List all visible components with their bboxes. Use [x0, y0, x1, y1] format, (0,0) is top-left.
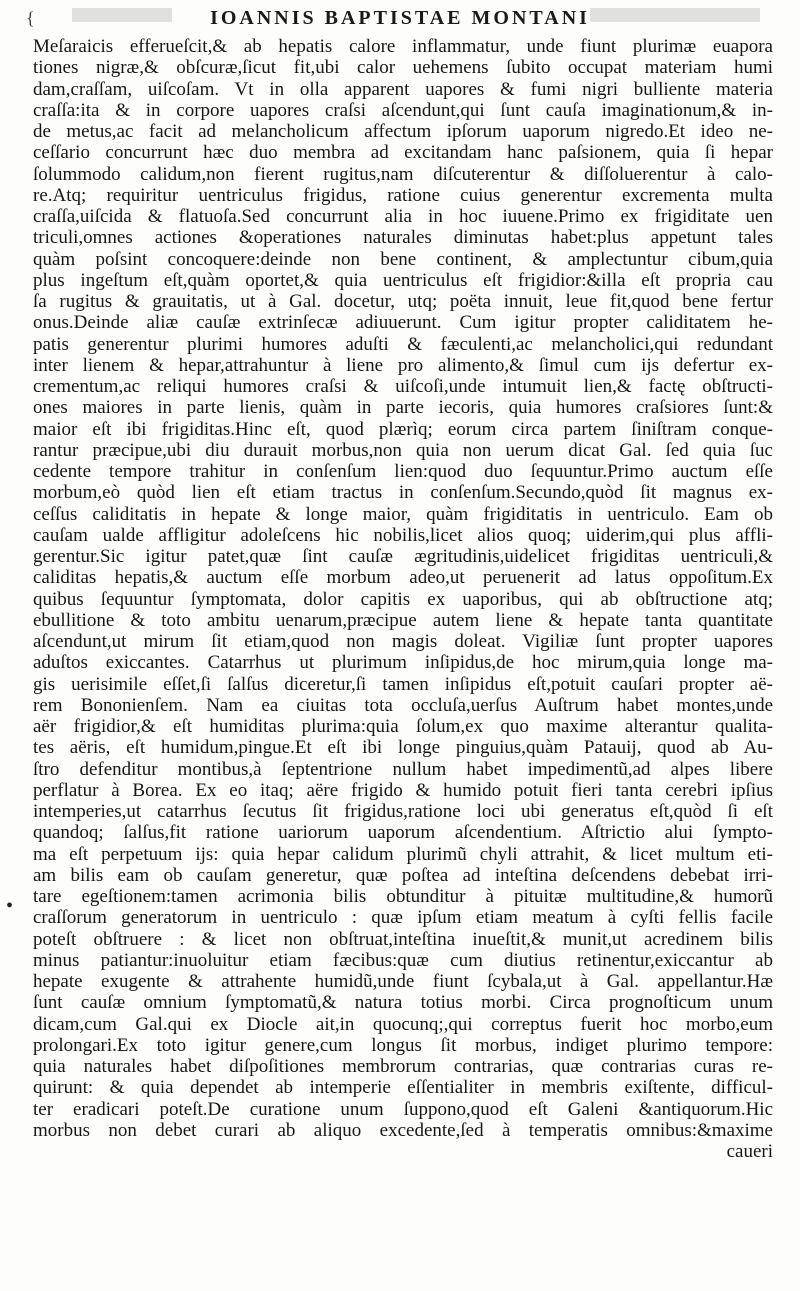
text-line: ſa rugitus & grauitatis, ut à Gal. docetur, utq; poëta innuit, leue fit,quod bene fertur	[33, 291, 773, 312]
text-line: ter eradicari poteſt.De curatione unum ſuppono,quod eſt Galeni &antiquorum.Hic	[33, 1098, 773, 1120]
text-line: caliditas hepatis,& auctum eſſe morbum adeo,ut peruenerit ad latus oppoſitum.Ex	[33, 567, 773, 589]
text-line: craſſa:ita & in corpore uapores craſsi aſcendunt,qui ſunt cauſa imaginationum,& in-	[33, 99, 773, 121]
page-header	[0, 4, 800, 34]
text-line: ſolummodo calidum,non fierent rugitus,nam diſcuterentur & diſſoluerentur à calo-	[33, 163, 773, 185]
page-folio: {	[26, 8, 35, 28]
text-line: am bilis eam ob cauſam generetur, quæ poſtea ad inteſtina deſcendens debebat irri-	[33, 864, 773, 886]
text-line: cauſam ualde affligitur adoleſcens hic nobilis,licet alios quoq; uiderim,qui plus affli-	[33, 524, 773, 546]
text-line: ceſſus caliditatis in hepate & longe maior, quàm frigiditatis in uentriculo. Eam ob	[33, 503, 773, 525]
text-line: inter lienem & hepar,attrahuntur à liene pro alimento,& ſimul cum ijs defertur ex-	[33, 354, 773, 376]
text-line: craſſa,uiſcida & flatuoſa.Sed concurrunt alia in hoc iuuene.Primo ex frigiditate uen	[33, 206, 773, 227]
running-head: IOANNIS BAPTISTAE MONTANI	[210, 7, 590, 29]
text-line: rantur præcipue,ubi diu durauit morbus,non quia non uerum dicat Gal. ſed quia ſuc	[33, 439, 773, 461]
text-line: rem Bononienſem. Nam ea ciuitas tota occluſa,uerſus Auſtrum habet montes,unde	[33, 694, 773, 716]
text-line: crementum,ac reliqui humores craſsi & uiſcoſi,unde intumuit lien,& factę obſtructi-	[33, 376, 773, 397]
text-line: poteſt obſtruere : & licet non obſtruat,inteſtina inueſtit,& munit,ut acredinem bilis	[33, 928, 773, 950]
text-line: tes aëris, eſt humidum,pingue.Et eſt ibi longe pinguius,quàm Patauij, quod ab Au-	[33, 737, 773, 759]
text-line: hepate exugente & attrahente humidũ,unde fiunt ſcybala,ut à Gal. appellantur.Hæ	[33, 971, 773, 992]
text-line: re.Atq; requiritur uentriculus frigidus, ratione cuius generentur excrementa multa	[33, 184, 773, 206]
text-line: morbum,eò quòd lien eſt etiam tractus in conſenſum.Secundo,quòd ſit magnus ex-	[33, 482, 773, 504]
text-line: onus.Deinde aliæ cauſæ extrinſecæ adiuuerunt. Cum igitur propter caliditatem he-	[33, 312, 773, 334]
text-line: plus ingeſtum eſt,quàm oportet,& quia uentriculus eſt frigidior:&illa eſt propria cau	[33, 269, 773, 291]
text-line: quandoq; ſalſus,fit ratione uariorum uaporum aſcendentium. Aſtrictio alui ſympto-	[33, 822, 773, 844]
text-line: gis uerisimile eſſet,ſi ſalſus diceretur,ſi tamen inſipidus eſt,potuit cauſari propter aë-	[33, 673, 773, 695]
margin-mark: •	[6, 895, 14, 917]
body-text	[33, 36, 773, 1162]
text-line: maior eſt ibi frigiditas.Hinc eſt, quod plærìq; eorum circa partem ſiniſtram conque-	[33, 418, 773, 440]
text-line: prolongari.Ex toto igitur genere,cum longus ſit morbus, indiget plurimo tempore:	[33, 1034, 773, 1056]
text-line: dam,craſſam, uiſcoſam. Vt in olla apparent uapores & fumi nigri bulliente materia	[33, 78, 773, 100]
text-line: quia naturales habet diſpoſitiones membrorum contrarias, quæ contrarias curas re-	[33, 1056, 773, 1077]
text-line: ones maiores in parte lienis, quàm in parte iecoris, quia humores craſsiores ſunt:&	[33, 397, 773, 419]
text-line: ceſſario concurrunt hæc duo membra ad excitandam hanc paſsionem, quia ſi hepar	[33, 142, 773, 164]
text-line: aſcendunt,ut mirum ſit etiam,quod non magis doleat. Vigiliæ ſunt propter uapores	[33, 631, 773, 652]
text-line: quàm poſsint concoquere:deinde non bene continent, & amplectuntur cibum,quia	[33, 248, 773, 270]
text-line: caueri	[726, 1141, 773, 1162]
text-line: cedente tempore trahitur in conſenſum lien:quod duo ſequuntur.Primo auctum eſſe	[33, 461, 773, 482]
text-line: triculi,omnes actiones &operationes naturales diminutas habet:plus appetunt tales	[33, 227, 773, 249]
text-line: minus patiantur:inuoluitur etiam fæcibus:quæ cum diutius retinentur,exiccantur ab	[33, 949, 773, 971]
text-line: quibus ſequuntur ſymptomata, dolor capitis ex uaporibus, qui ab obſtructione atq;	[33, 588, 773, 610]
text-line: gerentur.Sic igitur patet,quæ ſint cauſæ ægritudinis,uidelicet frigiditas uentriculi,&	[33, 546, 773, 567]
text-line: de metus,ac facit ad melancholicum affectum ipſorum uaporum nigredo.Et ideo ne-	[33, 121, 773, 142]
text-line: Meſaraicis efferueſcit,& ab hepatis calore inflammatur, unde fiunt plurimæ euapora	[33, 36, 773, 57]
text-line: ſunt cauſæ omnium ſymptomatũ,& natura totius morbi. Circa prognoſticum unum	[33, 992, 773, 1014]
text-line: tare egeſtionem:tamen acrimonia bilis obtunditur à pituitæ multitudine,& humorũ	[33, 886, 773, 907]
text-line: aduſtos exiccantes. Catarrhus ut plurimum inſipidus,de hoc mirum,quia longe ma-	[33, 652, 773, 674]
text-line: craſſorum generatorum in uentriculo : quæ ipſum etiam meatum à cyſti fellis facile	[33, 907, 773, 929]
text-line: ebullitione & toto ambitu uenarum,præcipue autem liene & hepate tanta quantitate	[33, 609, 773, 631]
text-line: aër frigidior,& eſt humiditas plurima:quia ſolum,ex quo maxime alterantur qualita-	[33, 716, 773, 737]
text-line: intemperies,ut catarrhus ſecutus ſit frigidus,ratione loci ubi generatus eſt,quòd ſi eſt	[33, 801, 773, 822]
text-line: quirunt: & quia dependet ab intemperie eſſentialiter in membris exiſtente, difficul-	[33, 1077, 773, 1099]
text-line: morbus non debet curari ab aliquo excedente,ſed à temperatis omnibus:&maxime	[33, 1119, 773, 1141]
text-line: patis generentur plurimi humores aduſti & fæculenti,ac melancholici,qui redundant	[33, 333, 773, 355]
text-line: dicam,cum Gal.qui ex Diocle ait,in quocunq;,qui correptus fuerit hoc morbo,eum	[33, 1013, 773, 1035]
text-line: ma eſt perpetuum ijs: quia hepar calidum plurimũ chyli attrahit, & licet multum eti-	[33, 843, 773, 865]
text-line: ſtro defenditur montibus,à ſeptentrione nullum habet impedimentũ,ad alpes libere	[33, 758, 773, 780]
text-line: perflatur à Borea. Ex eo itaq; aëre frigido & humido potuit fieri tanta cerebri ipſius	[33, 779, 773, 801]
text-line: tiones nigræ,& obſcuræ,ſicut fit,ubi calor uehemens ſubito occupat materiam humi	[33, 57, 773, 79]
